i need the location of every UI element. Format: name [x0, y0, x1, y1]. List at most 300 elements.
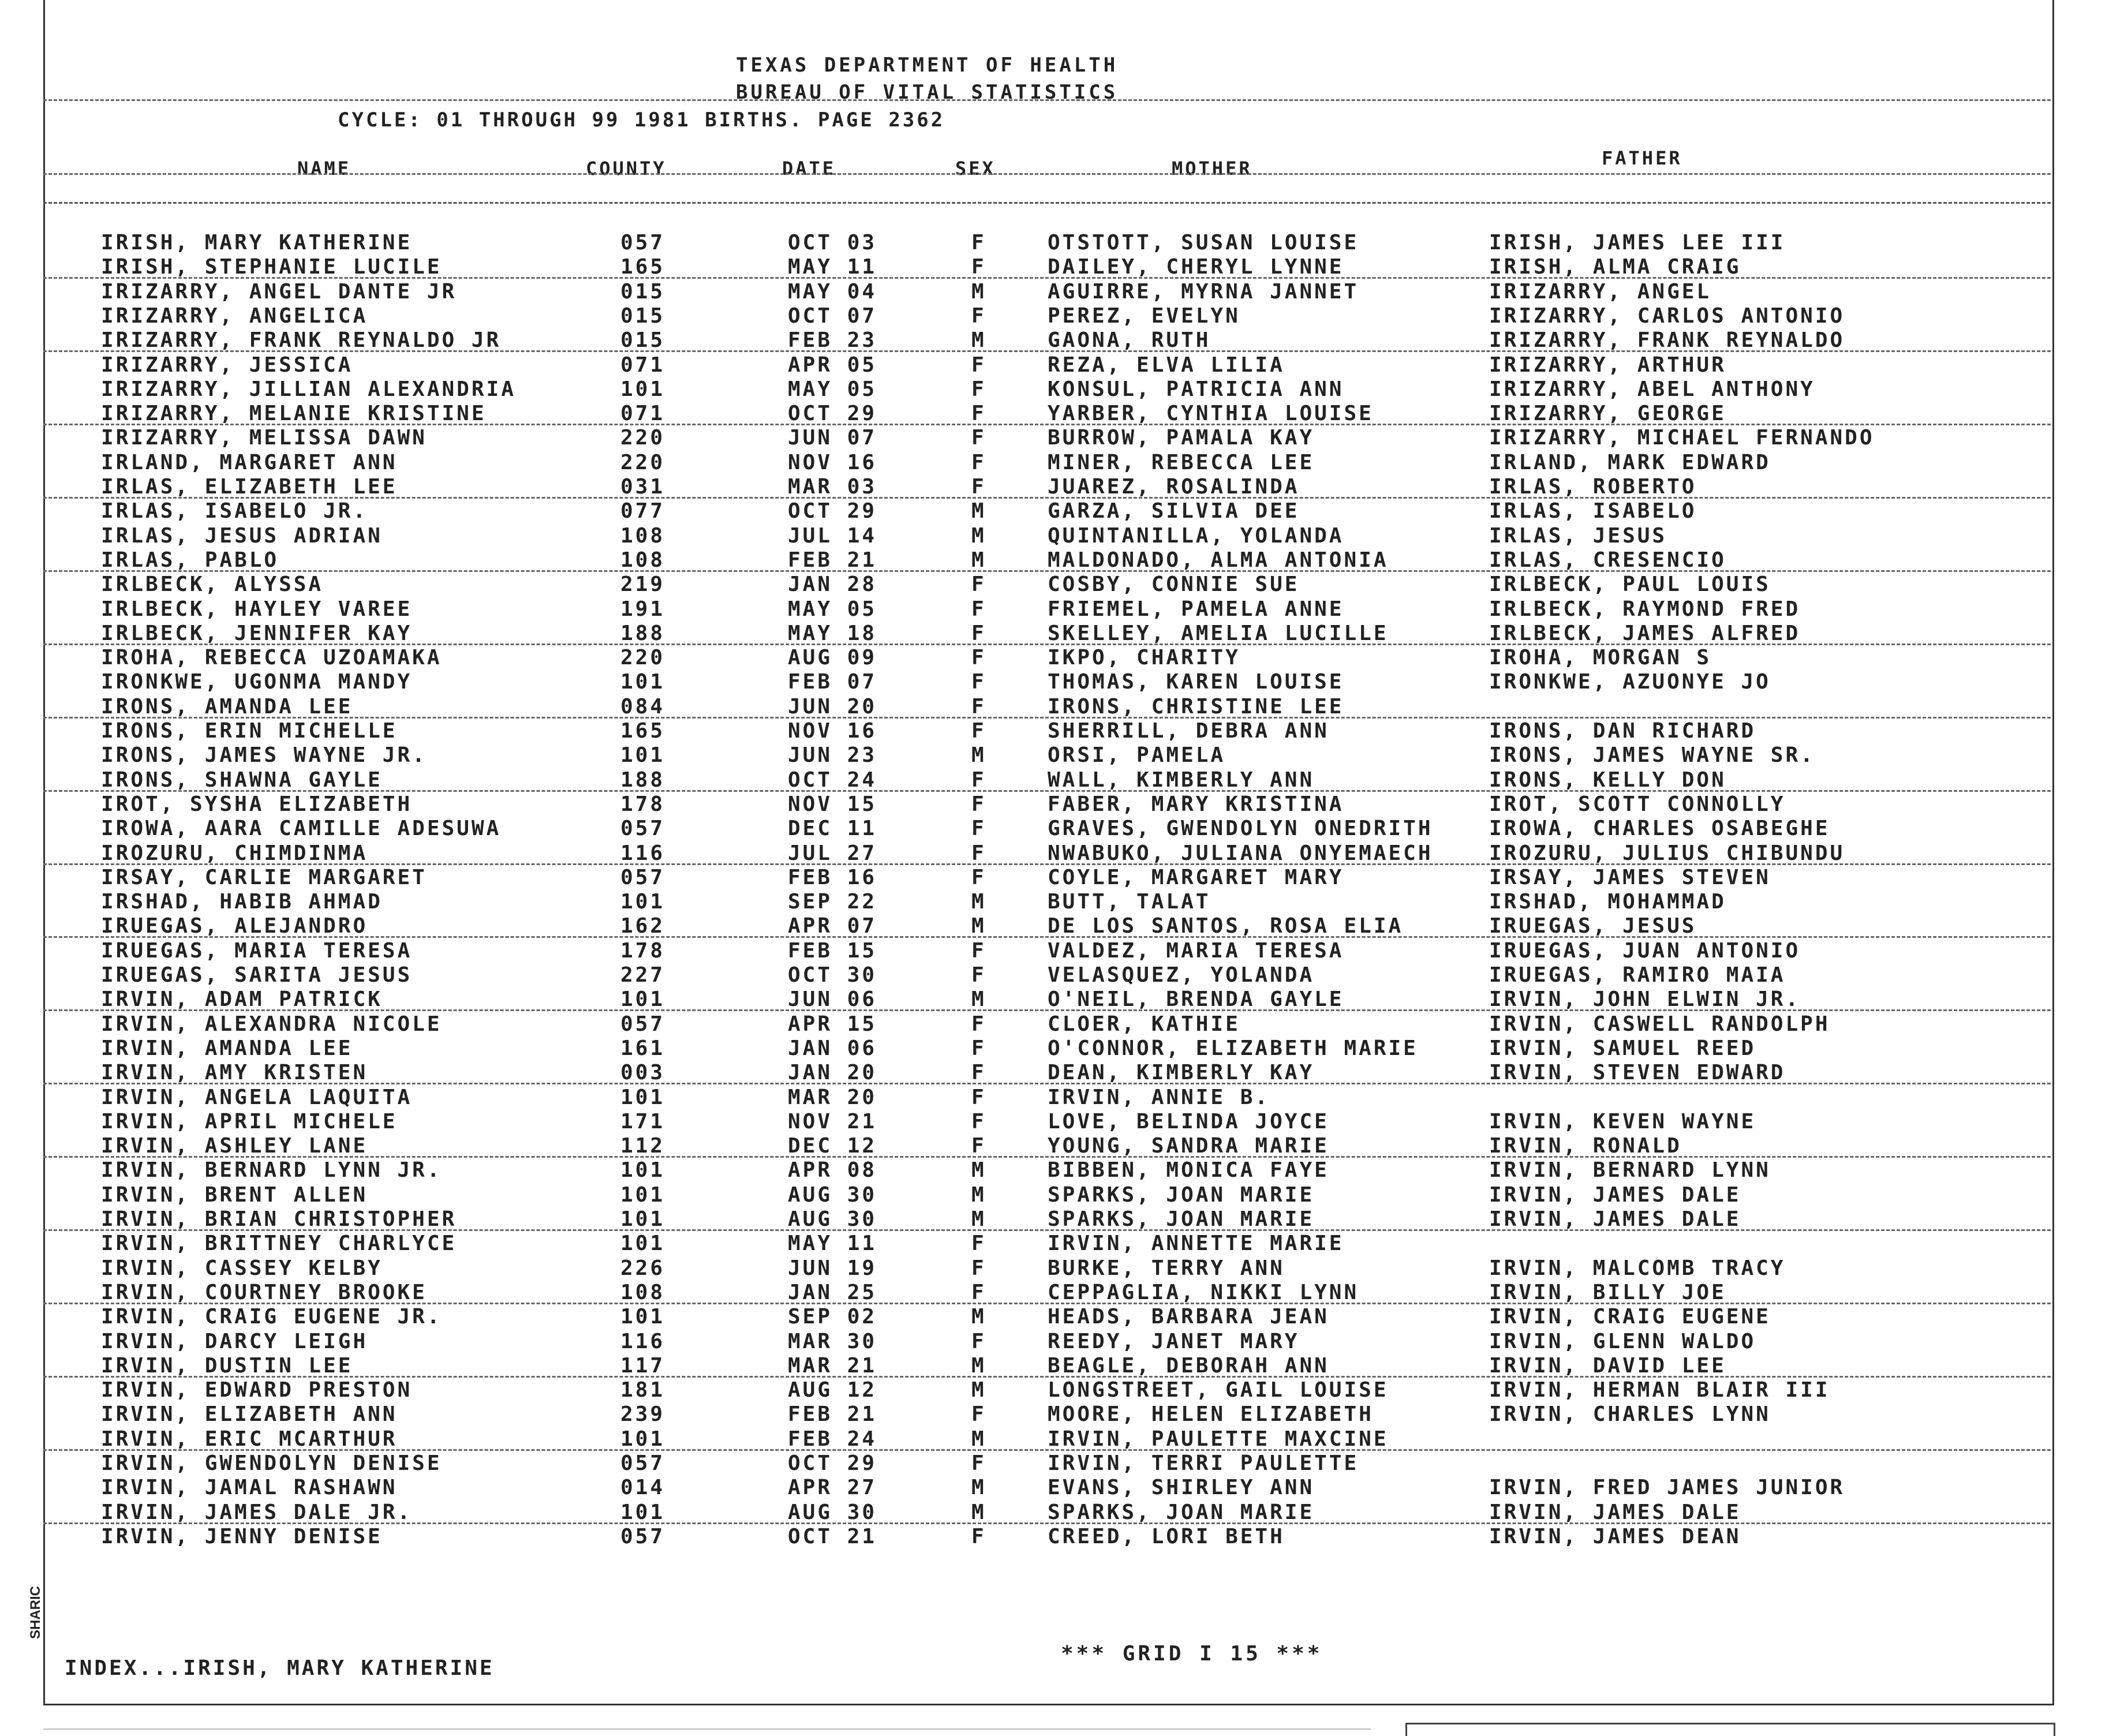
cell-father: IRVIN, RONALD [1489, 1134, 1682, 1158]
cell-sex: F [971, 621, 986, 645]
cell-county: 101 [620, 743, 665, 768]
cell-county: 101 [620, 1183, 665, 1207]
cell-mother: ORSI, PAMELA [1048, 743, 1226, 768]
cell-date: MAR 21 [788, 1353, 877, 1378]
cell-mother: O'CONNOR, ELIZABETH MARIE [1048, 1036, 1418, 1060]
cell-mother: WALL, KIMBERLY ANN [1048, 768, 1315, 792]
cell-sex: F [971, 255, 986, 279]
cell-date: NOV 16 [788, 719, 877, 743]
cell-date: JUN 20 [788, 694, 877, 719]
row-separator [43, 1156, 2051, 1158]
cell-county: 227 [620, 963, 665, 987]
cell-county: 084 [620, 694, 665, 719]
cell-father: IRLBECK, JAMES ALFRED [1489, 621, 1801, 645]
cell-sex: F [971, 231, 986, 255]
cell-date: OCT 30 [788, 963, 877, 987]
cell-mother: IKPO, CHARITY [1048, 646, 1240, 670]
cell-county: 226 [620, 1256, 665, 1280]
cell-sex: M [971, 1305, 986, 1329]
table-row [0, 1476, 2109, 1500]
cell-date: JAN 06 [788, 1036, 877, 1060]
cell-mother: NWABUKO, JULIANA ONYEMAECH [1048, 841, 1433, 865]
cell-mother: IRVIN, ANNETTE MARIE [1048, 1232, 1344, 1256]
cell-mother: VALDEZ, MARIA TERESA [1048, 938, 1344, 963]
cell-sex: M [971, 548, 986, 572]
cell-date: OCT 21 [788, 1524, 877, 1548]
cell-county: 003 [620, 1061, 665, 1085]
cell-father: IRVIN, BERNARD LYNN [1489, 1158, 1771, 1183]
cell-name: IRVIN, BRENT ALLEN [101, 1183, 368, 1207]
cell-father: IRSHAD, MOHAMMAD [1489, 890, 1726, 914]
cell-name: IRVIN, ADAM PATRICK [101, 987, 383, 1012]
cell-county: 015 [620, 279, 665, 304]
cell-father: IRLAND, MARK EDWARD [1489, 450, 1771, 474]
cell-sex: F [971, 1451, 986, 1475]
cell-name: IRVIN, BRIAN CHRISTOPHER [101, 1207, 457, 1231]
cell-father: IRUEGAS, RAMIRO MAIA [1489, 963, 1786, 987]
cell-mother: COYLE, MARGARET MARY [1048, 865, 1344, 889]
cell-father: IROT, SCOTT CONNOLLY [1489, 792, 1786, 816]
table-row [0, 231, 2109, 255]
cell-father: IRONS, DAN RICHARD [1489, 719, 1756, 743]
cell-mother: QUINTANILLA, YOLANDA [1048, 523, 1344, 548]
cell-county: 015 [620, 304, 665, 328]
cell-name: IRVIN, GWENDOLYN DENISE [101, 1451, 442, 1475]
cell-name: IRVIN, ANGELA LAQUITA [101, 1085, 413, 1109]
cell-date: JUN 23 [788, 743, 877, 768]
cell-date: FEB 24 [788, 1427, 877, 1451]
cell-name: IRONKWE, UGONMA MANDY [101, 670, 413, 694]
table-row [0, 1354, 2109, 1378]
bottom-box [1405, 1723, 2055, 1736]
cell-mother: GRAVES, GWENDOLYN ONEDRITH [1048, 817, 1433, 841]
cell-sex: F [971, 963, 986, 987]
cell-county: 101 [620, 987, 665, 1012]
cell-county: 101 [620, 670, 665, 694]
cell-date: AUG 30 [788, 1500, 877, 1524]
cell-county: 101 [620, 1500, 665, 1524]
table-row [0, 695, 2109, 719]
cell-father: IRVIN, SAMUEL REED [1489, 1036, 1756, 1060]
cell-name: IROZURU, CHIMDINMA [101, 841, 368, 865]
cell-name: IRVIN, COURTNEY BROOKE [101, 1280, 427, 1304]
cell-father: IRSAY, JAMES STEVEN [1489, 865, 1771, 889]
cell-sex: F [971, 1402, 986, 1427]
table-row [0, 451, 2109, 475]
bottom-rule [43, 1728, 1371, 1730]
cell-sex: F [971, 694, 986, 719]
cell-sex: M [971, 1353, 986, 1378]
cell-name: IROT, SYSHA ELIZABETH [101, 792, 413, 816]
cell-name: IRUEGAS, MARIA TERESA [101, 938, 413, 963]
cell-name: IRONS, JAMES WAYNE JR. [101, 743, 427, 768]
cell-name: IRVIN, AMANDA LEE [101, 1036, 353, 1060]
cell-date: AUG 12 [788, 1378, 877, 1402]
cell-date: APR 15 [788, 1012, 877, 1036]
table-row [0, 597, 2109, 622]
cell-date: MAY 11 [788, 255, 877, 279]
row-separator [43, 350, 2051, 352]
cell-county: 116 [620, 1329, 665, 1353]
cell-sex: F [971, 304, 986, 328]
cell-mother: IRVIN, TERRI PAULETTE [1048, 1451, 1359, 1475]
cell-county: 162 [620, 914, 665, 938]
cell-father: IRISH, ALMA CRAIG [1489, 255, 1741, 279]
cell-mother: HEADS, BARBARA JEAN [1048, 1305, 1329, 1329]
table-row [0, 1061, 2109, 1085]
cell-father: IRVIN, BILLY JOE [1489, 1280, 1726, 1304]
cell-date: MAR 20 [788, 1085, 877, 1109]
cell-county: 220 [620, 426, 665, 450]
cell-county: 101 [620, 1305, 665, 1329]
cell-date: SEP 22 [788, 890, 877, 914]
cell-sex: F [971, 938, 986, 963]
cell-county: 171 [620, 1109, 665, 1133]
cell-date: AUG 30 [788, 1207, 877, 1231]
cell-date: MAR 30 [788, 1329, 877, 1353]
cell-date: JUN 06 [788, 987, 877, 1012]
table-row [0, 1037, 2109, 1061]
row-separator [43, 790, 2051, 792]
cell-county: 178 [620, 792, 665, 816]
cell-mother: IRVIN, PAULETTE MAXCINE [1048, 1427, 1389, 1451]
cell-mother: JUAREZ, ROSALINDA [1048, 475, 1300, 499]
cell-mother: YARBER, CYNTHIA LOUISE [1048, 402, 1374, 426]
cell-mother: IRVIN, ANNIE B. [1048, 1085, 1270, 1109]
cycle-line: CYCLE: 01 THROUGH 99 1981 BIRTHS. PAGE 2362 [338, 108, 945, 132]
cell-mother: REEDY, JANET MARY [1048, 1329, 1300, 1353]
table-row [0, 963, 2109, 987]
table-row [0, 1378, 2109, 1402]
cell-sex: F [971, 1085, 986, 1109]
cell-date: NOV 15 [788, 792, 877, 816]
cell-name: IRVIN, ELIZABETH ANN [101, 1402, 398, 1427]
table-row [0, 1110, 2109, 1134]
cell-name: IROWA, AARA CAMILLE ADESUWA [101, 817, 502, 841]
cell-county: 014 [620, 1476, 665, 1500]
cell-sex: F [971, 1329, 986, 1353]
cell-father: IROWA, CHARLES OSABEGHE [1489, 817, 1830, 841]
cell-mother: FRIEMEL, PAMELA ANNE [1048, 597, 1344, 621]
table-row [0, 573, 2109, 597]
row-separator [43, 1376, 2051, 1378]
cell-sex: M [971, 523, 986, 548]
cell-county: 057 [620, 231, 665, 255]
cell-father: IRVIN, JAMES DEAN [1489, 1524, 1741, 1548]
cell-county: 101 [620, 1085, 665, 1109]
cell-date: APR 07 [788, 914, 877, 938]
cell-father: IRVIN, CASWELL RANDOLPH [1489, 1012, 1830, 1036]
col-header-father: FATHER [1602, 147, 1682, 169]
cell-county: 101 [620, 1232, 665, 1256]
cell-sex: F [971, 1232, 986, 1256]
cell-sex: M [971, 499, 986, 523]
cell-county: 161 [620, 1036, 665, 1060]
cell-sex: F [971, 1134, 986, 1158]
table-row [0, 1012, 2109, 1037]
table-row [0, 1232, 2109, 1256]
row-separator [43, 1449, 2051, 1451]
cell-father: IRUEGAS, JESUS [1489, 914, 1697, 938]
cell-date: MAY 11 [788, 1232, 877, 1256]
table-row [0, 670, 2109, 694]
table-row [0, 890, 2109, 914]
cell-date: MAY 04 [788, 279, 877, 304]
cell-mother: EVANS, SHIRLEY ANN [1048, 1476, 1315, 1500]
cell-father: IRVIN, CHARLES LYNN [1489, 1402, 1771, 1427]
cell-father: IRVIN, KEVEN WAYNE [1489, 1109, 1756, 1133]
cell-sex: F [971, 1012, 986, 1036]
cell-county: 117 [620, 1353, 665, 1378]
cell-county: 165 [620, 255, 665, 279]
cell-name: IRIZARRY, ANGELICA [101, 304, 368, 328]
cell-county: 219 [620, 573, 665, 597]
table-row [0, 866, 2109, 890]
cell-date: FEB 21 [788, 548, 877, 572]
cell-date: OCT 29 [788, 402, 877, 426]
cell-name: IRVIN, ALEXANDRA NICOLE [101, 1012, 442, 1036]
table-row [0, 1281, 2109, 1305]
cell-date: FEB 23 [788, 328, 877, 353]
cell-father: IRIZARRY, FRANK REYNALDO [1489, 328, 1845, 353]
cell-county: 181 [620, 1378, 665, 1402]
cell-father: IRVIN, JOHN ELWIN JR. [1489, 987, 1801, 1012]
row-separator [43, 424, 2051, 425]
table-row [0, 377, 2109, 402]
cell-county: 188 [620, 768, 665, 792]
table-row [0, 939, 2109, 963]
cell-name: IRIZARRY, ANGEL DANTE JR [101, 279, 457, 304]
row-separator [43, 936, 2051, 938]
cell-date: JUL 27 [788, 841, 877, 865]
table-row [0, 914, 2109, 938]
cell-mother: DEAN, KIMBERLY KAY [1048, 1061, 1315, 1085]
cell-name: IRISH, STEPHANIE LUCILE [101, 255, 442, 279]
cell-mother: BIBBEN, MONICA FAYE [1048, 1158, 1329, 1183]
header-underline [43, 202, 2051, 204]
cell-mother: OTSTOTT, SUSAN LOUISE [1048, 231, 1359, 255]
cell-date: OCT 29 [788, 1451, 877, 1475]
table-row [0, 548, 2109, 573]
cell-county: 112 [620, 1134, 665, 1158]
cell-county: 220 [620, 450, 665, 474]
cell-date: JAN 20 [788, 1061, 877, 1085]
cell-sex: M [971, 1476, 986, 1500]
table-row [0, 1256, 2109, 1281]
cell-county: 031 [620, 475, 665, 499]
table-row [0, 719, 2109, 743]
cell-sex: F [971, 475, 986, 499]
table-row [0, 426, 2109, 450]
cell-sex: M [971, 1183, 986, 1207]
cell-father: IRIZARRY, ABEL ANTHONY [1489, 377, 1815, 401]
cell-sex: F [971, 426, 986, 450]
cell-father: IRVIN, JAMES DALE [1489, 1500, 1741, 1524]
cell-mother: GAONA, RUTH [1048, 328, 1211, 353]
table-row [0, 1086, 2109, 1110]
cell-father: IRLAS, JESUS [1489, 523, 1667, 548]
table-row [0, 792, 2109, 817]
cell-county: 057 [620, 817, 665, 841]
cell-date: JUN 19 [788, 1256, 877, 1280]
cell-sex: F [971, 768, 986, 792]
table-row [0, 402, 2109, 426]
cell-name: IRIZARRY, MELISSA DAWN [101, 426, 427, 450]
cell-county: 101 [620, 890, 665, 914]
row-separator [43, 643, 2051, 645]
cell-sex: F [971, 792, 986, 816]
table-row [0, 622, 2109, 646]
bureau-title: BUREAU OF VITAL STATISTICS [736, 81, 1119, 104]
grid-label: *** GRID I 15 *** [1061, 1642, 1323, 1666]
cell-date: JAN 28 [788, 573, 877, 597]
row-separator [43, 570, 2051, 572]
cell-mother: O'NEIL, BRENDA GAYLE [1048, 987, 1344, 1012]
table-row [0, 255, 2109, 279]
row-separator [43, 497, 2051, 499]
cell-date: OCT 24 [788, 768, 877, 792]
index-label: INDEX...IRISH, MARY KATHERINE [65, 1656, 495, 1680]
row-separator [43, 717, 2051, 719]
cell-sex: M [971, 987, 986, 1012]
cell-county: 101 [620, 1207, 665, 1231]
cell-sex: F [971, 670, 986, 694]
cell-county: 077 [620, 499, 665, 523]
cell-sex: F [971, 1036, 986, 1060]
table-row [0, 1207, 2109, 1232]
cell-name: IRVIN, CRAIG EUGENE JR. [101, 1305, 442, 1329]
cell-mother: DE LOS SANTOS, ROSA ELIA [1048, 914, 1404, 938]
cell-sex: F [971, 719, 986, 743]
cell-name: IRVIN, JAMES DALE JR. [101, 1500, 413, 1524]
cell-sex: M [971, 914, 986, 938]
cell-county: 108 [620, 548, 665, 572]
cell-date: FEB 07 [788, 670, 877, 694]
row-separator [43, 1009, 2051, 1011]
table-row [0, 817, 2109, 841]
cell-sex: F [971, 1280, 986, 1304]
col-header-date: DATE [782, 158, 836, 179]
cell-date: AUG 30 [788, 1183, 877, 1207]
cell-name: IRONS, ERIN MICHELLE [101, 719, 398, 743]
col-header-sex: SEX [955, 158, 996, 179]
cell-county: 057 [620, 1451, 665, 1475]
cell-father: IRVIN, FRED JAMES JUNIOR [1489, 1476, 1845, 1500]
cell-mother: IRONS, CHRISTINE LEE [1048, 694, 1344, 719]
cell-date: MAY 05 [788, 597, 877, 621]
table-row [0, 353, 2109, 377]
table-row [0, 1158, 2109, 1183]
cell-date: JAN 25 [788, 1280, 877, 1304]
cell-sex: F [971, 841, 986, 865]
table-row [0, 1427, 2109, 1451]
cell-mother: KONSUL, PATRICIA ANN [1048, 377, 1344, 401]
cell-county: 071 [620, 353, 665, 377]
cell-county: 116 [620, 841, 665, 865]
cell-name: IRISH, MARY KATHERINE [101, 231, 413, 255]
cell-name: IRLAS, ELIZABETH LEE [101, 475, 398, 499]
cell-name: IRVIN, APRIL MICHELE [101, 1109, 398, 1133]
col-header-county: COUNTY [586, 158, 667, 179]
cell-name: IRVIN, CASSEY KELBY [101, 1256, 383, 1280]
cell-father: IRIZARRY, MICHAEL FERNANDO [1489, 426, 1875, 450]
cell-mother: AGUIRRE, MYRNA JANNET [1048, 279, 1359, 304]
cell-mother: CEPPAGLIA, NIKKI LYNN [1048, 1280, 1359, 1304]
cell-father: IRUEGAS, JUAN ANTONIO [1489, 938, 1801, 963]
cell-father: IRIZARRY, CARLOS ANTONIO [1489, 304, 1845, 328]
table-row [0, 987, 2109, 1012]
cell-name: IRVIN, AMY KRISTEN [101, 1061, 368, 1085]
cell-name: IRVIN, ASHLEY LANE [101, 1134, 368, 1158]
cell-county: 191 [620, 597, 665, 621]
cell-mother: SKELLEY, AMELIA LUCILLE [1048, 621, 1389, 645]
cell-mother: SPARKS, JOAN MARIE [1048, 1500, 1315, 1524]
cell-name: IRSAY, CARLIE MARGARET [101, 865, 427, 889]
cell-mother: CREED, LORI BETH [1048, 1524, 1285, 1548]
table-row [0, 475, 2109, 499]
cell-name: IRONS, SHAWNA GAYLE [101, 768, 383, 792]
cell-name: IRVIN, DARCY LEIGH [101, 1329, 368, 1353]
cell-date: MAY 05 [788, 377, 877, 401]
cell-county: 108 [620, 1280, 665, 1304]
cell-name: IRSHAD, HABIB AHMAD [101, 890, 383, 914]
cell-county: 071 [620, 402, 665, 426]
cell-county: 101 [620, 377, 665, 401]
cell-county: 220 [620, 646, 665, 670]
cell-mother: FABER, MARY KRISTINA [1048, 792, 1344, 816]
table-row [0, 304, 2109, 328]
cell-father: IRVIN, GLENN WALDO [1489, 1329, 1756, 1353]
cell-sex: F [971, 1524, 986, 1548]
cell-father: IROZURU, JULIUS CHIBUNDU [1489, 841, 1845, 865]
cell-father: IRVIN, DAVID LEE [1489, 1353, 1726, 1378]
cell-father: IRISH, JAMES LEE III [1489, 231, 1786, 255]
cell-date: APR 27 [788, 1476, 877, 1500]
cell-name: IRLAS, JESUS ADRIAN [101, 523, 383, 548]
cell-county: 239 [620, 1402, 665, 1427]
cell-father: IRLBECK, PAUL LOUIS [1489, 573, 1771, 597]
cell-mother: MOORE, HELEN ELIZABETH [1048, 1402, 1374, 1427]
cell-name: IRLAS, ISABELO JR. [101, 499, 368, 523]
cell-mother: REZA, ELVA LILIA [1048, 353, 1285, 377]
cell-county: 178 [620, 938, 665, 963]
cell-father: IROHA, MORGAN S [1489, 646, 1712, 670]
cell-sex: F [971, 402, 986, 426]
cell-sex: F [971, 817, 986, 841]
cell-mother: VELASQUEZ, YOLANDA [1048, 963, 1315, 987]
cell-mother: DAILEY, CHERYL LYNNE [1048, 255, 1344, 279]
cell-date: FEB 21 [788, 1402, 877, 1427]
cell-county: 101 [620, 1427, 665, 1451]
cell-name: IRIZARRY, JILLIAN ALEXANDRIA [101, 377, 516, 401]
cell-date: AUG 09 [788, 646, 877, 670]
cell-mother: BURKE, TERRY ANN [1048, 1256, 1285, 1280]
table-row [0, 1402, 2109, 1427]
cell-father: IRONS, JAMES WAYNE SR. [1489, 743, 1815, 768]
cell-sex: M [971, 1427, 986, 1451]
cell-sex: M [971, 279, 986, 304]
cell-sex: F [971, 450, 986, 474]
table-row [0, 1330, 2109, 1354]
rule-1 [43, 99, 2051, 101]
cell-county: 057 [620, 1524, 665, 1548]
cell-date: OCT 07 [788, 304, 877, 328]
cell-mother: SHERRILL, DEBRA ANN [1048, 719, 1329, 743]
cell-father: IRVIN, MALCOMB TRACY [1489, 1256, 1786, 1280]
cell-name: IRLBECK, ALYSSA [101, 573, 324, 597]
cell-father: IRONKWE, AZUONYE JO [1489, 670, 1771, 694]
cell-date: DEC 12 [788, 1134, 877, 1158]
